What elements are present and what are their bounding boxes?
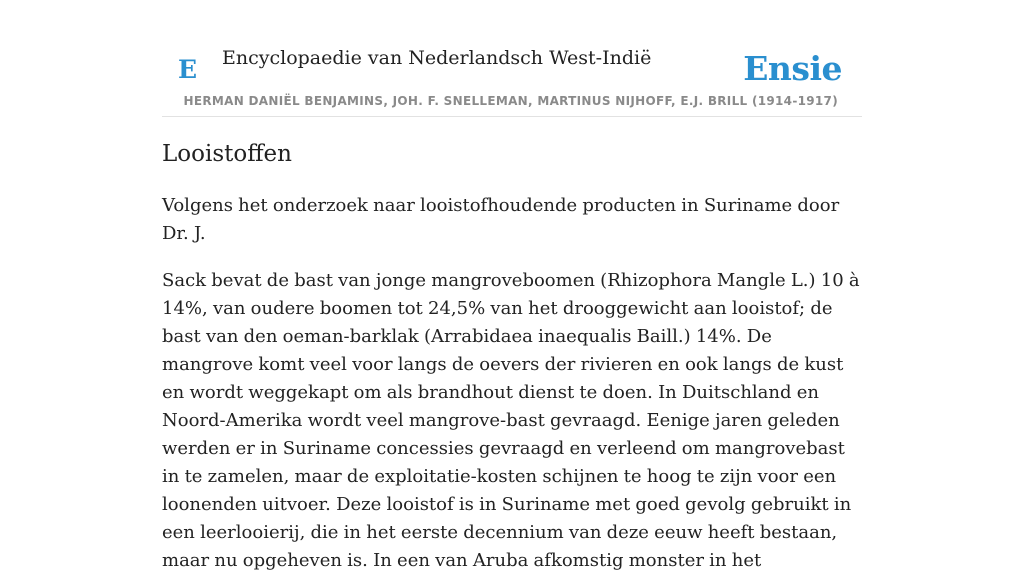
article-paragraph: Sack bevat de bast van jonge mangroveboomen (Rhizophora Mangle L.) 10 à 14%, van oudere boomen tot 24,5% van het drooggewicht aan looistof; de bast van den oeman-barklak (Arrabidaea inaequalis Baill.) 14%. De mangrove komt veel voor langs de oevers der rivieren en ook langs de kust en wordt weggekapt om als brandhout dienst te doen. In Duitschland en Noord-Amerika wordt veel mangrove-bast gevraagd. Eenige jaren geleden werden er in Suriname concessies gevraagd en verleend om mangrovebast in te zamelen, maar de exploitatie-kosten schijnen te hoog te zijn voor een loonenden uitvoer. Deze looistof is in Suriname met goed gevolg gebruikt in een leerlooierij, die in het eerste decennium van deze eeuw heeft bestaan, maar nu opgeheven is. In een van Aruba afkomstig monster in het <box>162 270 860 571</box>
brand-logo-link[interactable]: Ensie <box>743 49 842 88</box>
book-title-link[interactable]: Encyclopaedie van Nederlandsch West-Indië <box>222 47 652 69</box>
logo-icon[interactable]: E <box>178 55 198 84</box>
article <box>162 136 864 575</box>
book-authors: HERMAN DANIËL BENJAMINS, JOH. F. SNELLEMAN, MARTINUS NIJHOFF, E.J. BRILL (1914-1917) <box>183 94 838 108</box>
site-header <box>162 0 862 117</box>
article-paragraph: Volgens het onderzoek naar looistofhoudende producten in Suriname door Dr. J. <box>162 195 840 244</box>
article-title: Looistoffen <box>162 141 292 167</box>
